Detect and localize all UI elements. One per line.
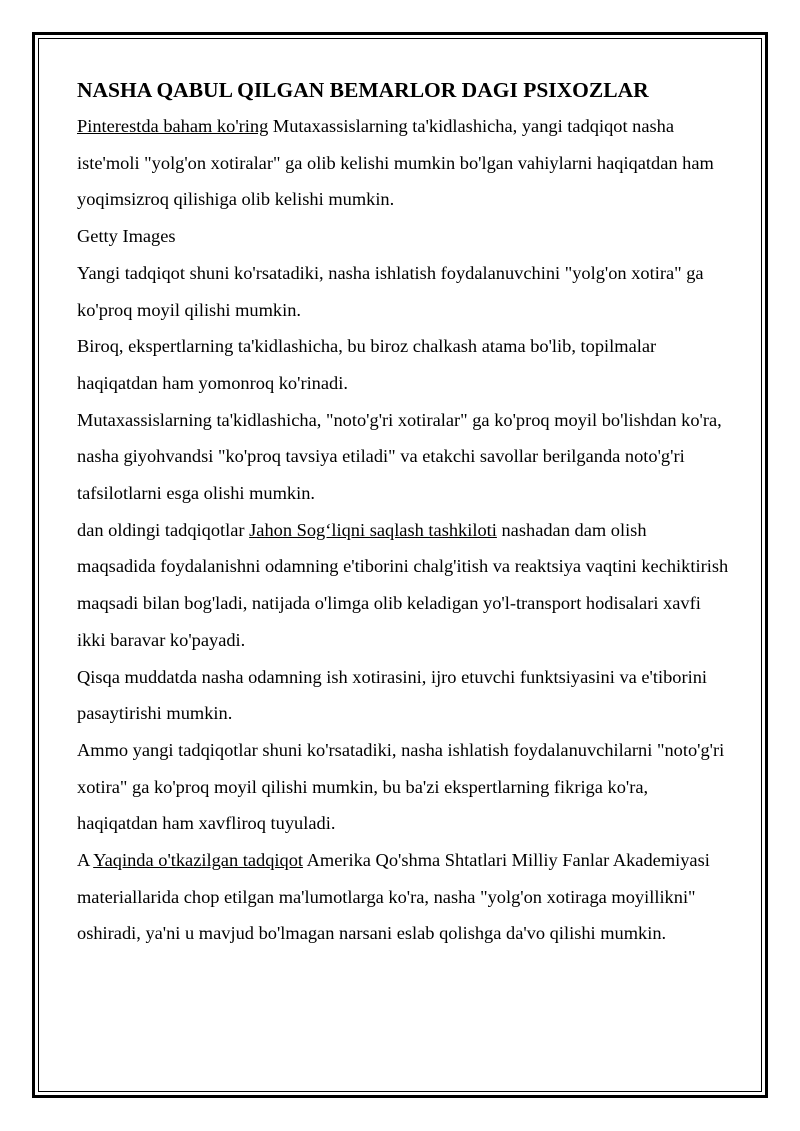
pinterest-share-link[interactable]: Pinterestda baham ko'ring (77, 116, 269, 136)
paragraph-6: Qisqa muddatda nasha odamning ish xotirasini, ijro etuvchi funktsiyasini va e'tiborini pasaytirishi mumkin. (77, 666, 708, 724)
paragraph-8 (77, 842, 729, 952)
image-credit: Getty Images (77, 226, 176, 247)
paragraph-intro (77, 108, 729, 218)
paragraph-7: Ammo yangi tadqiqotlar shuni ko'rsatadiki, nasha ishlatish foydalanuvchilarni "noto'g'ri xotira" ga ko'proq moyil qilishi mumkin, bu ba'zi ekspertlarning fikriga ko'ra, haqiqatdan ham xavfliroq tuyuladi. (77, 739, 725, 834)
paragraph-4: Mutaxassislarning ta'kidlashicha, "noto'g'ri xotiralar" ga ko'proq moyil bo'lishdan ko'ra, nasha giyohvandsi "ko'proq tavsiya etiladi" va etakchi savollar berilganda noto'g'ri tafsilotlarni esga olishi mumkin. (77, 409, 722, 504)
who-link[interactable]: Jahon Sog‘liqni saqlash tashkiloti (249, 519, 497, 540)
paragraph-8-before: A (77, 850, 94, 871)
paragraph-5-after: nashadan dam olish maqsadida foydalanishni odamning e'tiborini chalg'itish va reaktsiya vaqtini kechiktirish maqsadi bilan bog'ladi, natijada o'limga olib keladigan yo'l-transport hodisalari xavfi ikki baravar ko'payadi. (77, 519, 729, 650)
paragraph-5-before: dan oldingi tadqiqotlar (77, 519, 250, 540)
paragraph-5 (77, 512, 729, 659)
recent-study-link[interactable]: Yaqinda o'tkazilgan tadqiqot (93, 850, 304, 871)
paragraph-2: Yangi tadqiqot shuni ko'rsatadiki, nasha ishlatish foydalanuvchini "yolg'on xotira" ga ko'proq moyil qilishi mumkin. (77, 262, 704, 320)
document-body (77, 74, 729, 952)
paragraph-intro-text: Mutaxassislarning ta'kidlashicha, yangi tadqiqot nasha iste'moli "yolg'on xotiralar" ga olib kelishi mumkin bo'lgan vahiylarni haqiqatdan ham yoqimsizroq qilishiga olib kelishi mumkin. (77, 116, 714, 210)
document-title: NASHA QABUL QILGAN BEMARLOR DAGI PSIXOZLAR (77, 78, 649, 102)
paragraph-8-after: Amerika Qo'shma Shtatlari Milliy Fanlar Akademiyasi materiallarida chop etilgan ma'lumotlarga ko'ra, nasha "yolg'on xotiraga moyillikni" oshiradi, ya'ni u mavjud bo'lmagan narsani eslab qolishga da'vo qilishi mumkin. (77, 850, 710, 944)
paragraph-3: Biroq, ekspertlarning ta'kidlashicha, bu biroz chalkash atama bo'lib, topilmalar haqiqatdan ham yomonroq ko'rinadi. (77, 336, 657, 393)
